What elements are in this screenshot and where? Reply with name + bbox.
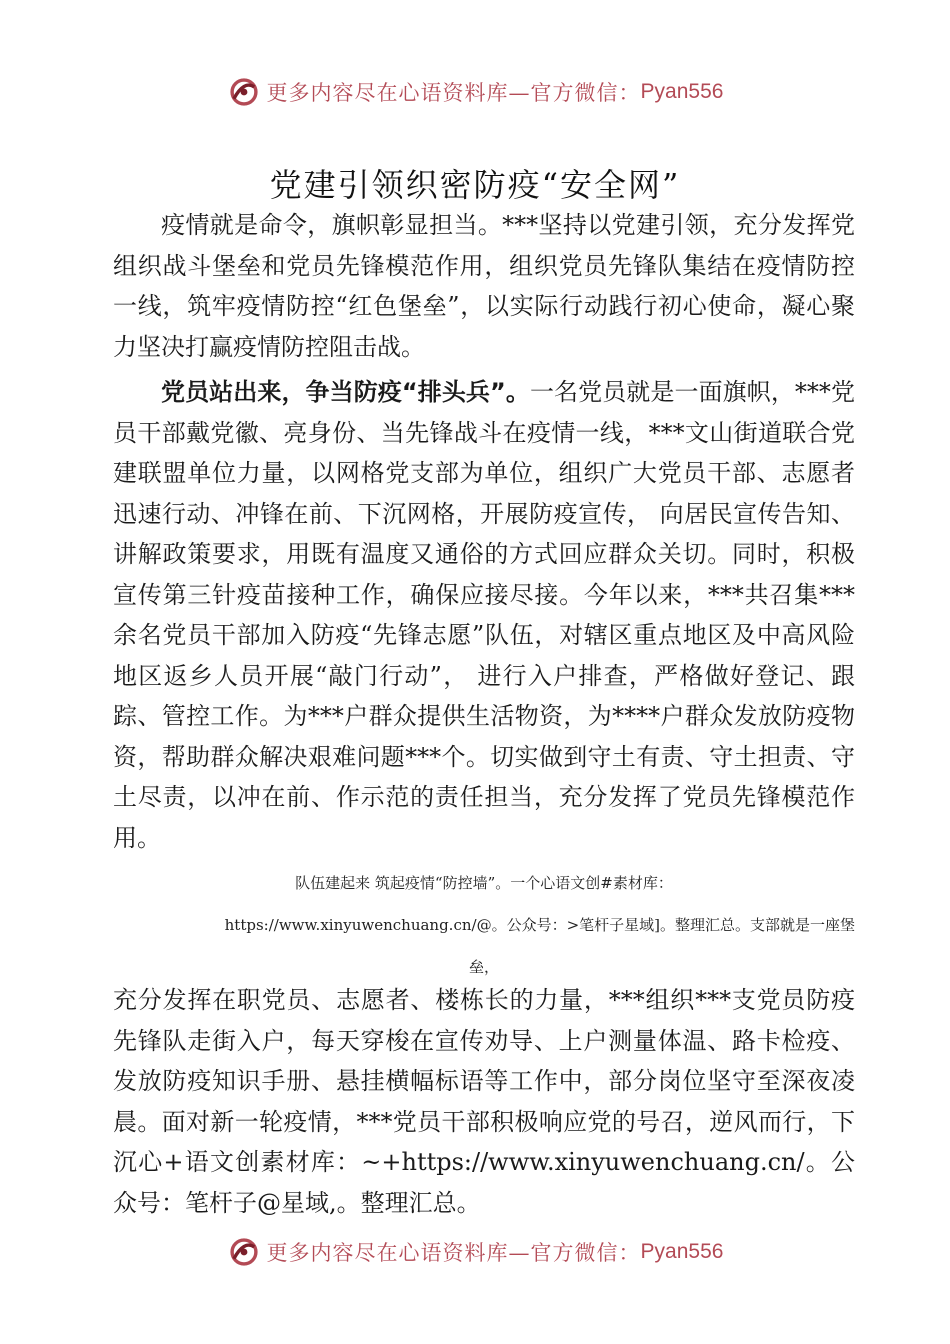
footer-banner	[0, 1232, 950, 1272]
paragraph-lead-heading: 党员站出来，争当防疫“排头兵”。	[161, 378, 530, 406]
swirl-logo-icon	[227, 1235, 261, 1269]
header-banner	[0, 72, 950, 112]
document-title: 党建引领织密防疫“安全网”	[269, 166, 681, 204]
banner-text: 更多内容尽在心语资料库—官方微信：	[266, 1241, 641, 1265]
banner-text: 更多内容尽在心语资料库—官方微信：	[266, 81, 641, 105]
paragraph-party-members	[113, 372, 855, 858]
small-note-line-1: 队伍建起来 筑起疫情“防控墙”。一个心语文创#素材库：	[295, 874, 673, 892]
swirl-logo-icon	[227, 75, 261, 109]
small-note-line-3: 垒，	[468, 958, 499, 976]
banner-wechat-id: Pyan556	[640, 1240, 724, 1263]
paragraph-intro: 疫情就是命令，旗帜彰显担当。***坚持以党建引领，充分发挥党组织战斗堡垒和党员先锋模范作用，组织党员先锋队集结在疫情防控一线，筑牢疫情防控“红色堡垒”，以实际行动践行初心使命，凝心聚力坚决打赢疫情防控阻击战。	[113, 211, 855, 361]
small-note-line-2: https://www.xinyuwenchuang.cn/@。公众号：>笔杆子星域]。整理汇总。支部就是一座堡	[224, 916, 855, 934]
paragraph-body: 一名党员就是一面旗帜，***党员干部戴党徽、亮身份、当先锋战斗在疫情一线，***文山街道联合党建联盟单位力量，以网格党支部为单位，组织广大党员干部、志愿者迅速行动、冲锋在前、下沉网格，开展防疫宣传， 向居民宣传告知、讲解政策要求，用既有温度又通俗的方式回应群众关切。同时，积极宣传第三针疫苗接种工作，确保应接尽接。今年以来，***共召集***余名党员干部加入防疫“先锋志愿”队伍，对辖区重点地区及中高风险地区返乡人员开展“敲门行动”， 进行入户排查，严格做好登记、跟踪、管控工作。为***户群众提供生活物资，为****户群众发放防疫物资，帮助群众解决艰难问题***个。切实做到守土有责、守土担责、守土尽责，以冲在前、作示范的责任担当，充分发挥了党员先锋模范作用。	[113, 378, 856, 852]
paragraph-team: 充分发挥在职党员、志愿者、楼栋长的力量，***组织***支党员防疫先锋队走街入户，每天穿梭在宣传劝导、上户测量体温、路卡检疫、发放防疫知识手册、悬挂横幅标语等工作中，部分岗位坚守至深夜凌晨。面对新一轮疫情，***党员干部积极响应党的号召，逆风而行，下沉心+语文创素材库：~+https://www.xinyuwenchuang.cn/。公众号：笔杆子@星域,。整理汇总。	[113, 986, 855, 1217]
banner-wechat-id: Pyan556	[640, 80, 724, 103]
